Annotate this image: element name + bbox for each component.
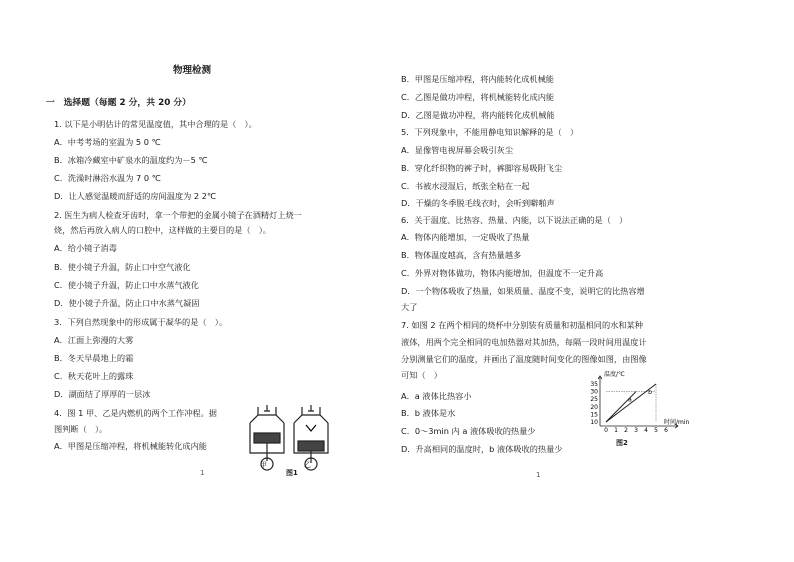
question-3-option-c: C．秋天花叶上的露珠: [54, 371, 134, 381]
y-tick-label: 35: [590, 381, 598, 388]
figure-1-jia-label: 甲: [260, 461, 267, 469]
question-3-option-b: B．冬天早晨地上的霜: [54, 353, 134, 363]
figure-1-yi-label: 乙: [304, 461, 311, 469]
question-7-line-3: 分别测量它们的温度，并画出了温度随时间变化的图像如图，由图像: [401, 354, 647, 364]
question-5-option-c: C．书被水浸湿后，纸张全粘在一起: [401, 181, 530, 191]
question-3: 3．下列自然现象中的形成属于凝华的是（ ）。: [54, 317, 228, 327]
y-tick-label: 30: [590, 388, 598, 396]
x-tick-label: 2: [624, 427, 628, 434]
x-tick-label: 4: [644, 427, 648, 434]
question-5: 5．下列现象中，不能用静电知识解释的是（ ）: [401, 127, 579, 137]
page-number-left: 1: [200, 469, 205, 477]
question-5-option-d: D．干燥的冬季脱毛线衣时，会听到噼啪声: [401, 198, 555, 208]
question-2-line-1: 2. 医生为病人检查牙齿时，拿一个带把的金属小镜子在酒精灯上烧一: [54, 210, 302, 220]
question-6: 6．关于温度、比热容、热量、内能，以下说法正确的是（ ）: [401, 215, 628, 225]
question-5-option-b: B．穿化纤织物的裤子时，裤脚容易吸附飞尘: [401, 163, 563, 173]
question-1-option-c: C．洗澡时淋浴水温为 7 0 ℃: [54, 173, 161, 183]
question-4-option-b: B．甲图是压缩冲程，将内能转化成机械能: [401, 74, 554, 84]
figure-2-caption: 图2: [616, 439, 628, 447]
x-tick-label: 5: [654, 427, 658, 434]
y-tick-label: 20: [590, 403, 598, 411]
question-6-option-a: A．物体内能增加，一定吸收了热量: [401, 232, 530, 242]
question-7-line-4: 可知（ ）: [401, 370, 442, 380]
question-7-option-a: A．a 液体比热容小: [401, 391, 472, 401]
y-axis-label: 温度/℃: [604, 371, 625, 378]
x-tick-label: 3: [634, 427, 638, 434]
x-axis-label: 时间/min: [664, 419, 690, 426]
question-7-option-c: C．0～3min 内 a 液体吸收的热量少: [401, 426, 536, 436]
question-2-option-d: D．使小镜子升温，防止口中水蒸气凝固: [54, 298, 200, 308]
question-7-option-b: B．b 液体是水: [401, 408, 456, 418]
series-label-b: b: [648, 389, 652, 396]
x-tick-label: 0: [604, 427, 608, 434]
question-7-option-d: D．升高相同的温度时，b 液体吸收的热量少: [401, 444, 563, 454]
question-4-option-a: A．甲图是压缩冲程，将机械能转化成内能: [54, 441, 207, 451]
y-tick-label: 15: [590, 411, 598, 419]
question-3-option-a: A．江面上弥漫的大雾: [54, 335, 134, 345]
question-3-option-d: D．湖面结了厚厚的一层冰: [54, 389, 151, 399]
question-2-option-c: C．使小镜子升温，防止口中水蒸气液化: [54, 280, 199, 290]
y-tick-label: 10: [590, 419, 598, 426]
question-2-line-2: 烧，然后再放入病人的口腔中，这样做的主要目的是（ ）。: [54, 225, 271, 235]
question-7-line-2: 液体，用两个完全相同的电加热器对其加热，每隔一段时间用温度计: [401, 337, 647, 347]
question-4-line-2: 图判断（ ）。: [54, 424, 108, 434]
question-6-option-c: C．外界对物体做功，物体内能增加，但温度不一定升高: [401, 268, 604, 278]
question-6-option-d-line-2: 大了: [401, 302, 418, 312]
question-5-option-a: A．显像管电视屏幕会吸引灰尘: [401, 145, 514, 155]
page-number-right: 1: [536, 471, 541, 479]
x-tick-label: 1: [614, 427, 618, 434]
figure-1-caption: 图1: [286, 469, 298, 477]
question-4-option-d: D．乙图是做功冲程，将内能转化成机械能: [401, 110, 555, 120]
question-6-option-d-line-1: D．一个物体吸收了热量，如果质量、温度不变，说明它的比热容增: [401, 286, 645, 296]
question-7-line-1: 7. 如图 2 在两个相同的烧杯中分别装有质量和初温相同的水和某种: [401, 320, 643, 330]
question-4-option-c: C．乙图是做功冲程，将机械能转化成内能: [401, 92, 555, 102]
question-1: 1. 以下是小明估计的常见温度值，其中合理的是（ ）。: [54, 119, 257, 129]
question-1-option-d: D．让人感觉温暖而舒适的房间温度为 2 2℃: [54, 191, 217, 201]
question-2-option-a: A．给小镜子消毒: [54, 243, 117, 253]
question-1-option-a: A．中考考场的室温为 5 0 ℃: [54, 137, 161, 147]
series-label-a: a: [628, 396, 632, 404]
question-2-option-b: B．使小镜子升温，防止口中空气液化: [54, 262, 191, 272]
x-tick-label: 6: [664, 427, 668, 434]
question-4-line-1: 4．图 1 甲、乙是内燃机的两个工作冲程。据: [54, 408, 217, 418]
figure-1-engines: [244, 403, 336, 475]
question-6-option-b: B．物体温度越高，含有热量越多: [401, 250, 522, 260]
question-1-option-b: B．冰箱冷藏室中矿泉水的温度约为－5 ℃: [54, 155, 208, 165]
page-title: 物理检测: [173, 65, 212, 76]
figure-2-chart: [586, 370, 690, 436]
section-heading: 一 选择题（每题 2 分，共 20 分）: [46, 98, 191, 108]
y-tick-label: 25: [590, 396, 598, 404]
